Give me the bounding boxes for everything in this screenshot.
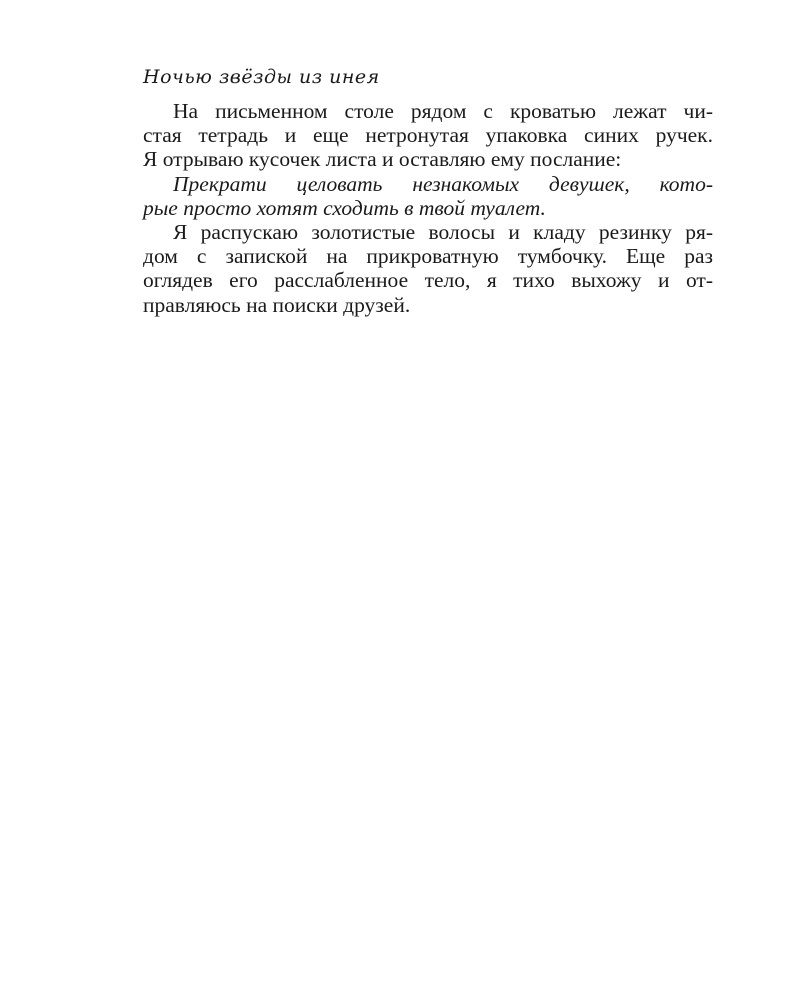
text-line: Я распускаю золотистые волосы и кладу резинку ря- xyxy=(173,220,713,245)
text-line: На письменном столе рядом с кроватью лежат чи- xyxy=(173,99,713,123)
body-text xyxy=(143,99,713,317)
paragraph-2-italic xyxy=(143,172,713,220)
text-line: оглядев его расслабленное тело, я тихо выхожу и от- xyxy=(143,268,713,293)
text-line: дом с запиской на прикроватную тумбочку. Еще раз xyxy=(143,244,713,269)
text-line: стая тетрадь и еще нетронутая упаковка синих ручек. xyxy=(143,123,713,148)
running-title: Ночью звёзды из инея xyxy=(143,66,380,88)
text-line: правляюсь на поиски друзей. xyxy=(143,292,411,317)
paragraph-3 xyxy=(143,220,713,317)
text-line: рые просто хотят сходить в твой туалет. xyxy=(143,195,546,220)
text-line: Прекрати целовать незнакомых девушек, кото- xyxy=(173,171,713,196)
text-line: Я отрываю кусочек листа и оставляю ему послание: xyxy=(143,147,622,172)
paragraph-1 xyxy=(143,99,713,172)
